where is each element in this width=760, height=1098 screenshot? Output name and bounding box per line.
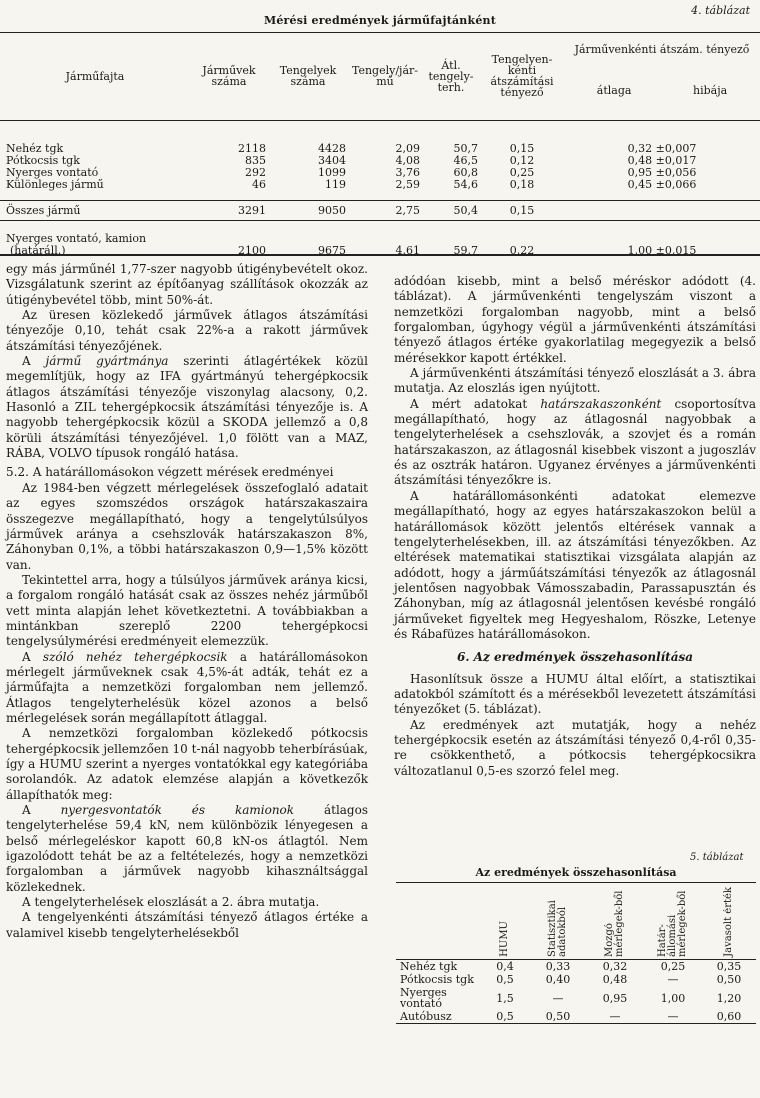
paragraph: A mért adatokat határszakaszonként csoportosítva megállapítható, hogy az átlagosnál nagyobbak a tengelyterhelések a csehszlovák, a szovjet és a román határszakaszon, az átlagosnál kisebbek viszont a jugoszláv és az osztrák határon. Ugyanez érvényes a járművenkénti átszámítási tényezőkre is. — [394, 396, 756, 488]
cell: — — [586, 1010, 644, 1024]
cell-vehicles: 46 — [252, 177, 266, 191]
paragraph: A szóló nehéz tehergépkocsik a határállomásokon mérlegelt járműveknek csak 4,5%-át adták, tehát ez a járműfajta a nemzetközi forgalomban nem jellemző. Átlagos tengelyterhelésük közel azonos a belső mérlegelések során megállapított átlaggal. — [6, 649, 368, 725]
cell: 0,32 — [602, 960, 628, 973]
table5-header: Határ-állomási mérlegek-ből — [644, 883, 702, 960]
cell-avg: 50,7 — [453, 141, 478, 155]
table5-header: Mozgó mérlegek-ből — [586, 883, 644, 960]
table4-header-group: Járművenkénti átszám. tényező — [574, 43, 750, 56]
table4-header-axles: Tengelyek száma — [268, 32, 348, 121]
cell: 0,50 — [530, 1010, 586, 1024]
paragraph: Az üresen közlekedő járművek átlagos átszámítási tényezője 0,10, tehát csak 22%-a a rakott járművek átszámítási tényezőjének. — [6, 308, 368, 353]
row-name: Pótkocsis tgk — [400, 973, 474, 986]
cell-avg: 50,4 — [453, 203, 478, 217]
table5-title: Az eredmények összehasonlítása — [475, 866, 677, 879]
cell-axles: 9675 — [318, 243, 346, 257]
table4-header-ratio: Tengely/jár-mű — [348, 32, 422, 121]
table4-header-type: Járműfajta — [0, 32, 190, 121]
cell-factor: 0,25 — [509, 165, 535, 179]
table-row — [0, 179, 760, 191]
row-name: Nehéz tgk — [6, 141, 64, 155]
cell: 0,48 — [602, 973, 628, 986]
cell: 0,5 — [480, 1010, 530, 1024]
row-name: Nyerges vontató — [400, 986, 447, 1010]
cell-axles: 9050 — [318, 203, 346, 217]
cell-avg: 60,8 — [453, 165, 478, 179]
emphasis: nyergesvontatók és kamionok — [60, 803, 295, 818]
cell-mean: 0,32 ±0,007 — [627, 141, 697, 155]
row-name: Autóbusz — [396, 1010, 480, 1024]
row-name-line2: (határáll.) — [10, 243, 66, 257]
paragraph: A tengelyenkénti átszámítási tényező átlagos értéke a valamivel kisebb tengelyterhelésekből — [6, 910, 368, 940]
paragraph: A tengelyterhelések eloszlását a 2. ábra mutatja. — [22, 895, 320, 910]
cell: — — [644, 1010, 702, 1024]
paragraph: A járművenkénti átszámítási tényező eloszlását a 3. ábra mutatja. Az eloszlás igen nyújtott. — [394, 366, 756, 396]
cell-factor: 0,12 — [509, 153, 535, 167]
row-name: Pótkocsis tgk — [6, 153, 80, 167]
cell: 0,95 — [602, 991, 628, 1005]
cell-factor: 0,22 — [509, 243, 535, 257]
table4-header-avg-load: Átl. tengely-terh. — [422, 32, 480, 121]
cell-mean: 0,45 ±0,066 — [627, 177, 697, 191]
cell: 1,00 — [660, 991, 686, 1005]
cell-axles: 3404 — [318, 153, 346, 167]
right-column — [394, 274, 756, 779]
row-name: Nyerges vontató — [6, 165, 99, 179]
cell: 0,33 — [545, 960, 571, 973]
emphasis: jármű gyártmánya — [45, 354, 169, 369]
cell-axles: 119 — [325, 177, 346, 191]
row-name-line1: Nyerges vontató, kamion — [6, 231, 147, 245]
cell-ratio: 3,76 — [395, 165, 420, 179]
cell: 0,5 — [496, 973, 514, 986]
cell-axles: 1099 — [318, 165, 346, 179]
cell-factor: 0,15 — [509, 203, 535, 217]
section-heading-6: 6. Az eredmények összehasonlítása — [456, 650, 694, 665]
table5-header-row — [396, 883, 756, 960]
table-row — [0, 143, 760, 155]
cell-ratio: 2,09 — [395, 141, 420, 155]
table5-header: Javasolt érték — [702, 883, 756, 960]
table4-header-axle-factor: Tengelyen-kénti átszámítási tényező — [480, 32, 564, 121]
cell-vehicles: 835 — [245, 153, 266, 167]
section-heading-5-2: 5.2. A határállomásokon végzett mérések eredményei — [6, 465, 334, 480]
cell-factor: 0,15 — [509, 141, 535, 155]
cell-mean: 1,00 ±0,015 — [627, 243, 697, 257]
cell: 1,20 — [716, 991, 742, 1005]
cell-factor: 0,18 — [509, 177, 535, 191]
table4-header-error: hibája — [693, 84, 728, 97]
cell-avg: 54,6 — [453, 177, 478, 191]
table4-caption — [0, 2, 760, 32]
row-name — [0, 233, 190, 257]
emphasis: határszakaszonként — [540, 396, 662, 411]
row-name: Különleges jármű — [6, 177, 104, 191]
table-row — [0, 167, 760, 179]
cell-avg: 59,7 — [453, 243, 478, 257]
paragraph: adódóan kisebb, mint a belső méréskor adódott (4. táblázat). A járművenkénti tengelyszám viszont a nemzetközi forgalomban nagyobb, mint a belső forgalomban, úgyhogy végül a járművenkénti átszámítási tényező átlagos értéke gyakorlatilag megegyezik a belső mérésekkor kapott értékkel. — [394, 274, 756, 365]
table-row — [396, 973, 756, 986]
cell: 0,35 — [716, 960, 742, 973]
table4-header-row — [0, 32, 760, 121]
cell: — — [552, 991, 564, 1005]
cell: 0,60 — [702, 1010, 756, 1024]
table5-header: HUMU — [480, 883, 530, 960]
cell: 0,4 — [496, 960, 514, 973]
table4-bottom-rule — [0, 254, 760, 256]
paragraph: egy más járműnél 1,77-szer nagyobb útigénybevételt okoz. Vizsgálatunk szerint az építőanyag szállítások okozzák az útigénybevétel több, mint 50%-át. — [6, 262, 368, 307]
paragraph: Az 1984-ben végzett mérlegelések összefoglaló adatait az egyes szomszédos országok határszakaszaira összegezve megállapítható, hogy a tengelytúlsúlyos járművek aránya a csehszlovák határszakaszon 8%, Záhonyban 0,1%, a többi határszakaszon 0,9—1,5% között van. — [6, 480, 368, 572]
paragraph: Tekintettel arra, hogy a túlsúlyos járművek aránya kicsi, a forgalom rongáló hatását csak az összes nehéz járműből vett minta alapján lehet következtetni. A továbbiakban a mintánkban szereplő 2200 tehergépkocsi tengelysúlymérési eredményeit elemezzük. — [6, 572, 368, 649]
cell-ratio: 4,08 — [395, 153, 420, 167]
table-row — [0, 155, 760, 167]
emphasis: szóló nehéz tehergépkocsik — [42, 649, 228, 664]
table-row — [396, 986, 756, 1010]
cell-avg: 46,5 — [453, 153, 478, 167]
paragraph: Hasonlítsuk össze a HUMU által előírt, a statisztikai adatokból számított és a mérésekből levezetett átszámítási tényezőket (5. táblázat). — [394, 671, 756, 717]
cell-vehicles: 2118 — [238, 141, 266, 155]
cell-mean: 0,48 ±0,017 — [627, 153, 697, 167]
cell-mean: 0,95 ±0,056 — [627, 165, 697, 179]
row-name: Nehéz tgk — [400, 960, 458, 973]
table4 — [0, 32, 760, 257]
left-column — [6, 262, 368, 941]
cell: 0,25 — [660, 960, 686, 973]
cell: 1,5 — [496, 991, 514, 1005]
paragraph: A nemzetközi forgalomban közlekedő pótkocsis tehergépkocsik jellemzően 10 t-nál nagyobb teherbírásúak, így a HUMU szerint a nyerges vontatókkal egy kategóriába sorolandók. Az adatok elemzése alapján a következők állapíthatók meg: — [6, 726, 368, 802]
cell-vehicles: 292 — [245, 165, 266, 179]
table-row-total — [0, 201, 760, 221]
table-row-extra — [0, 233, 760, 257]
table5-header: Statisztikai adatokból — [530, 883, 586, 960]
paragraph: A nyergesvontatók és kamionok átlagos tengelyterhelése 59,4 kN, nem különbözik lényegesen a belső mérlegeléskor kapott 60,8 kN-os átlagtól. Nem igazolódott tehát be az a feltételezés, hogy a nemzetközi forgalomban a járművek nagyobb kihasználtsággal közlekednek. — [6, 803, 368, 894]
table4-header-vehicle-factor — [564, 32, 760, 121]
table5-number: 5. táblázat — [690, 852, 744, 863]
cell-mean — [564, 201, 760, 221]
cell-ratio: 4,61 — [395, 243, 420, 257]
cell-vehicles: 3291 — [238, 203, 266, 217]
cell: — — [667, 973, 679, 986]
table4-header-vehicles: Járművek száma — [190, 32, 268, 121]
paragraph: Az eredmények azt mutatják, hogy a nehéz tehergépkocsik esetén az átszámítási tényező 0,4-ről 0,35-re csökkenthető, a pótkocsis tehergépkocsikra változatlanul 0,5-es szorzó felel meg. — [394, 717, 756, 778]
cell-vehicles: 2100 — [238, 243, 266, 257]
table4-title: Mérési eredmények járműfajtánként — [263, 14, 496, 27]
cell: 0,40 — [545, 973, 571, 986]
cell: 0,50 — [716, 973, 742, 986]
paragraph: A határállomásonkénti adatokat elemezve megállapítható, hogy az egyes határszakaszokon belül a határállomások között jelentős eltérések vannak a tengelyterhelésekben, ill. az átszámítási tényezőkben. Az eltérések matematikai statisztikai vizsgálata alapján az adódott, hogy a járműátszámítási tényezők az átlagosnál jelentősen nagyobbak Vámosszabadin, Parassapusztán és Záhonyban, míg az átlagosnál jelentősen kevésbé rongáló járműveket figyeltek meg Hegyeshalom, Röszke, Letenye és Rábafüzes határállomásokon. — [394, 488, 756, 641]
paragraph: A jármű gyártmánya szerinti átlagértékek közül megemlítjük, hogy az IFA gyártmányú tehergépkocsik átlagos átszámítási tényezője viszonylag alacsony, 0,2. Hasonló a ZIL tehergépkocsik átszámítási tényezője is. A nagyobb tehergépkocsik közül a SKODA jellemző a 0,8 körüli átszámítási tényezőjével. 1,0 fölött van a MAZ, RÁBA, VOLVO típusok rongáló hatása. — [6, 354, 368, 461]
table-row — [396, 960, 756, 974]
table5 — [396, 882, 756, 1024]
cell-ratio: 2,59 — [395, 177, 420, 191]
table4-number: 4. táblázat — [691, 4, 750, 17]
table4-header-mean: átlaga — [596, 84, 632, 97]
cell-ratio: 2,75 — [395, 203, 420, 217]
row-name: Összes jármű — [6, 203, 81, 217]
cell-axles: 4428 — [318, 141, 346, 155]
table-row — [396, 1010, 756, 1024]
